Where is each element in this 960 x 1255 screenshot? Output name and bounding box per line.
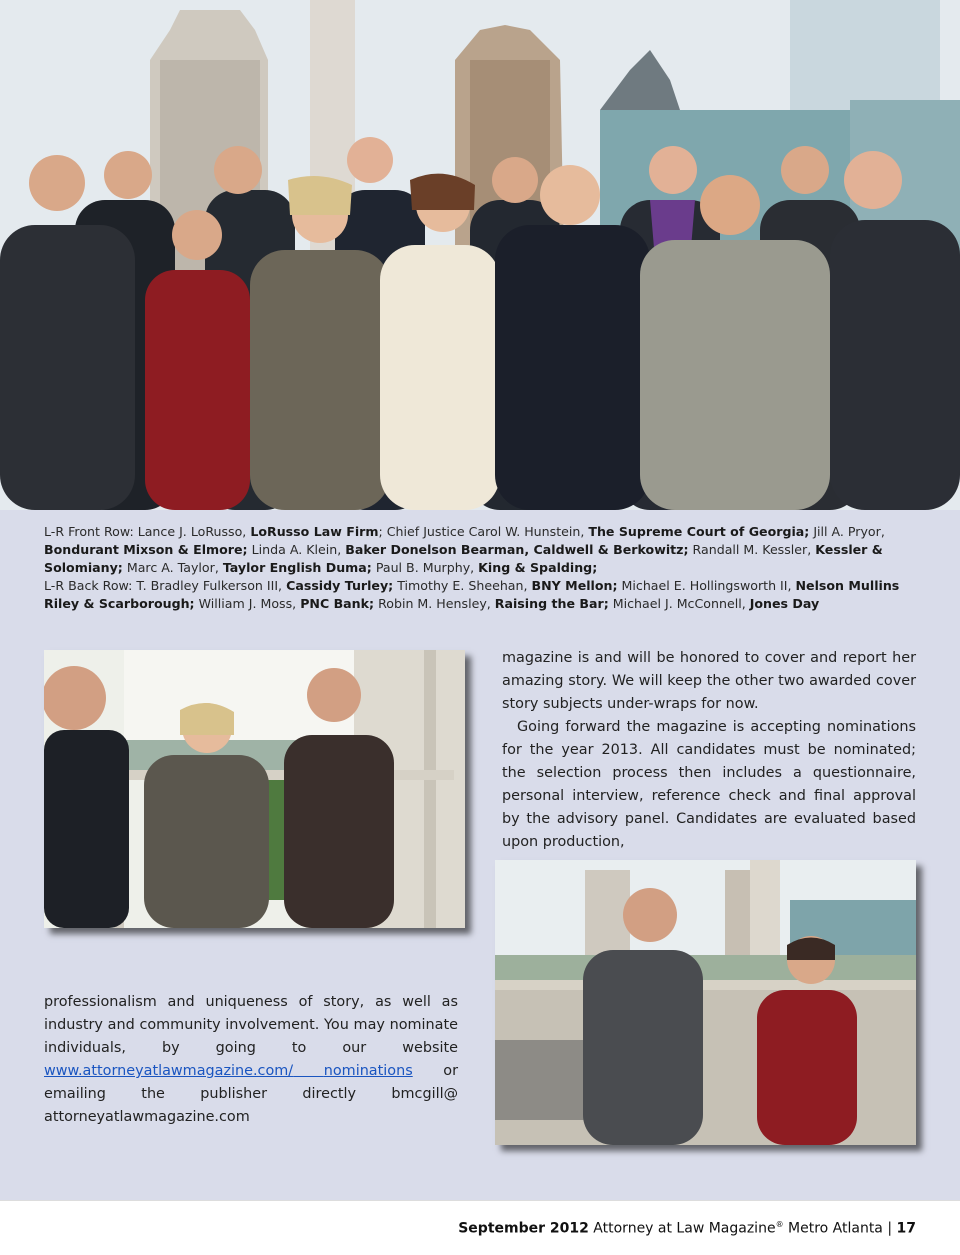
photo-caption xyxy=(44,523,916,613)
event-photo-terrace xyxy=(495,860,916,1145)
caption-name: William J. Moss, xyxy=(194,596,301,611)
paragraph-text: or emailing the publisher directly bmcgill@ attorneyatlawmagazine.com xyxy=(44,1063,459,1125)
caption-org: Kessler & Solomiany; xyxy=(44,542,883,575)
paragraph: magazine is and will be honored to cover and report her amazing story. We will keep the other two awarded cover story subjects under-wraps for now. xyxy=(502,650,916,712)
caption-org: King & Spalding; xyxy=(478,560,598,575)
caption-name: Lance J. LoRusso, xyxy=(137,524,251,539)
group-photo-illustration xyxy=(0,0,960,510)
caption-org: LoRusso Law Firm xyxy=(250,524,379,539)
terrace-photo-illustration xyxy=(495,860,916,1145)
caption-org: Raising the Bar; xyxy=(494,596,609,611)
caption-name: Paul B. Murphy, xyxy=(371,560,479,575)
paragraph xyxy=(44,991,458,1129)
caption-org: The Supreme Court of Georgia; xyxy=(588,524,810,539)
caption-name: Randall M. Kessler, xyxy=(688,542,816,557)
footer-divider xyxy=(0,1200,960,1201)
registered-mark: ® xyxy=(775,1220,784,1229)
caption-name: T. Bradley Fulkerson III, xyxy=(136,578,287,593)
footer-date: September 2012 xyxy=(458,1220,589,1237)
footer-separator: | xyxy=(882,1220,897,1237)
caption-org: Taylor English Duma; xyxy=(222,560,372,575)
caption-org: Cassidy Turley; xyxy=(286,578,394,593)
footer-magazine: Attorney at Law Magazine xyxy=(588,1220,776,1237)
caption-name: Linda A. Klein, xyxy=(247,542,346,557)
caption-name: Michael E. Hollingsworth II, xyxy=(617,578,796,593)
caption-back-label: L-R Back Row: xyxy=(44,578,137,593)
link-text: nominations xyxy=(323,1063,413,1079)
page-footer xyxy=(458,1220,916,1237)
left-column-text xyxy=(44,991,458,1129)
caption-org: Nelson Mullins Riley & Scarborough; xyxy=(44,578,900,611)
paragraph-text: professionalism and uniqueness of story, as well as industry and community involvement. You may nominate individuals, by going to our website xyxy=(44,994,458,1056)
caption-name: Marc A. Taylor, xyxy=(122,560,223,575)
caption-org: PNC Bank; xyxy=(300,596,375,611)
caption-org: Jones Day xyxy=(749,596,820,611)
footer-region: Metro Atlanta xyxy=(783,1220,883,1237)
caption-name: Michael J. McConnell, xyxy=(608,596,750,611)
nominations-link[interactable] xyxy=(44,1063,413,1079)
event-photo-conversation xyxy=(44,650,465,928)
caption-front-label: L-R Front Row: xyxy=(44,524,138,539)
caption-name: Timothy E. Sheehan, xyxy=(393,578,532,593)
caption-org: Bondurant Mixson & Elmore; xyxy=(44,542,248,557)
caption-name: Robin M. Hensley, xyxy=(374,596,495,611)
right-column-text xyxy=(502,647,916,854)
caption-name: Jill A. Pryor, xyxy=(809,524,885,539)
page-number: 17 xyxy=(896,1220,916,1237)
caption-org: Baker Donelson Bearman, Caldwell & Berkowitz; xyxy=(345,542,689,557)
conversation-photo-illustration xyxy=(44,650,465,928)
caption-name: ; Chief Justice Carol W. Hunstein, xyxy=(378,524,589,539)
paragraph: Going forward the magazine is accepting nominations for the year 2013. All candidates must be nominated; the selection process then includes a questionnaire, personal interview, reference check and final approval by the advisory panel. Candidates are evaluated based upon production, xyxy=(502,719,916,850)
caption-org: BNY Mellon; xyxy=(531,578,618,593)
link-text: www.attorneyatlawmagazine.com/ xyxy=(44,1063,294,1079)
group-photo xyxy=(0,0,960,510)
